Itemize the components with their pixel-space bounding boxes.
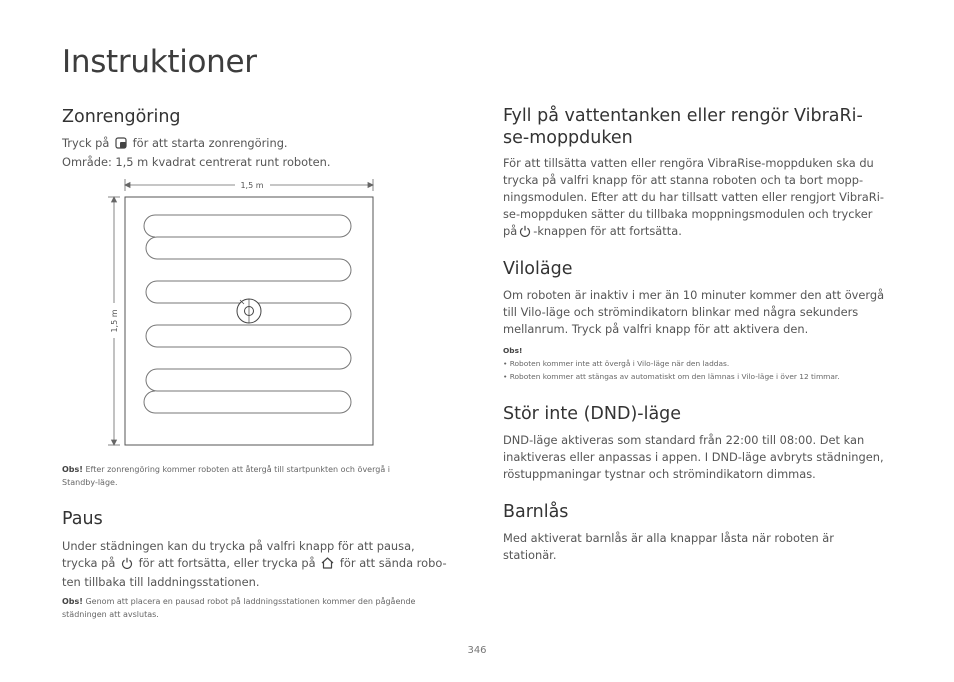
- zone-line2: Område: 1,5 m kvadrat centrerat runt roboten.: [62, 155, 331, 169]
- sleep-heading: Viloläge: [503, 259, 573, 279]
- pause-heading: Paus: [62, 509, 103, 529]
- zone-note-text: Efter zonrengöring kommer roboten att återgå till startpunkten och övergå i Standby-läge.: [62, 465, 390, 487]
- robot-center-icon: [237, 299, 261, 323]
- zone-line1-pre: Tryck på: [62, 136, 110, 150]
- zone-diagram: [100, 175, 390, 460]
- pause-text: [62, 538, 452, 591]
- zone-line1-post: för att starta zonrengöring.: [132, 136, 288, 150]
- water-heading: [503, 105, 863, 149]
- dnd-line3: röstuppmaningar tystnar och strömindikatorn dimmas.: [503, 467, 816, 481]
- dimension-vertical-label: 1,5 m: [110, 309, 119, 333]
- pause-note-label: Obs!: [62, 597, 83, 606]
- dnd-line2: inaktiveras eller anpassas i appen. I DND-läge avbryts städningen,: [503, 450, 884, 464]
- childlock-heading: Barnlås: [503, 502, 569, 522]
- water-line3: ningsmodulen. Efter att du har tillsatt vatten eller rengjort VibraRi-: [503, 190, 884, 204]
- pause-line-b-pre: trycka på: [62, 556, 116, 570]
- sleep-note-label: Obs!: [503, 346, 523, 355]
- sleep-note: [503, 344, 913, 383]
- sleep-note-bullet-2: • Roboten kommer att stängas av automatiskt om den lämnas i Vilo-läge i över 12 timmar.: [503, 372, 840, 381]
- power-icon: [121, 557, 133, 574]
- water-line2: trycka på valfri knapp för att stanna roboten och ta bort mopp-: [503, 173, 864, 187]
- water-line5-post: -knappen för att fortsätta.: [533, 224, 682, 238]
- home-icon: [321, 557, 334, 574]
- dnd-line1: DND-läge aktiveras som standard från 22:00 till 08:00. Det kan: [503, 433, 865, 447]
- pause-note: [62, 595, 442, 621]
- zone-heading: Zonrengöring: [62, 107, 181, 127]
- zone-note-label: Obs!: [62, 465, 83, 474]
- water-heading-line2: se-moppduken: [503, 128, 633, 148]
- sleep-line3: mellanrum. Tryck på valfri knapp för att aktivera den.: [503, 322, 809, 336]
- zone-note: [62, 463, 422, 489]
- dimension-horizontal-label: 1,5 m: [240, 181, 264, 190]
- sleep-text: [503, 287, 903, 338]
- water-line4: se-moppduken sätter du tillbaka moppningsmodulen och trycker: [503, 207, 873, 221]
- water-heading-line1: Fyll på vattentanken eller rengör VibraRi-: [503, 106, 863, 126]
- zone-clean-icon: [115, 137, 127, 154]
- childlock-line1: Med aktiverat barnlås är alla knappar låsta när roboten är: [503, 531, 834, 545]
- pause-line-b-mid: för att fortsätta, eller trycka på: [138, 556, 316, 570]
- pause-line-c: ten tillbaka till laddningsstationen.: [62, 575, 260, 589]
- water-line5-pre: på: [503, 224, 518, 238]
- sleep-note-bullet-1: • Roboten kommer inte att övergå i Vilo-läge när den laddas.: [503, 359, 730, 368]
- pause-note-text: Genom att placera en pausad robot på laddningsstationen kommer den pågående städningen att avslutas.: [62, 597, 416, 619]
- page-number: 346: [467, 645, 487, 656]
- pause-line-a: Under städningen kan du trycka på valfri knapp för att pausa,: [62, 539, 415, 553]
- page-title: Instruktioner: [62, 44, 257, 80]
- water-text: [503, 155, 903, 242]
- sleep-line1: Om roboten är inaktiv i mer än 10 minuter kommer den att övergå: [503, 288, 885, 302]
- pause-line-b-post: för att sända robo-: [339, 556, 447, 570]
- zone-intro: [62, 135, 442, 171]
- childlock-text: [503, 530, 903, 564]
- power-icon: [519, 225, 531, 242]
- dnd-heading: Stör inte (DND)-läge: [503, 404, 682, 424]
- dnd-text: [503, 432, 903, 483]
- childlock-line2: stationär.: [503, 548, 557, 562]
- water-line1: För att tillsätta vatten eller rengöra VibraRise-moppduken ska du: [503, 156, 874, 170]
- sleep-line2: till Vilo-läge och strömindikatorn blinkar med några sekunders: [503, 305, 859, 319]
